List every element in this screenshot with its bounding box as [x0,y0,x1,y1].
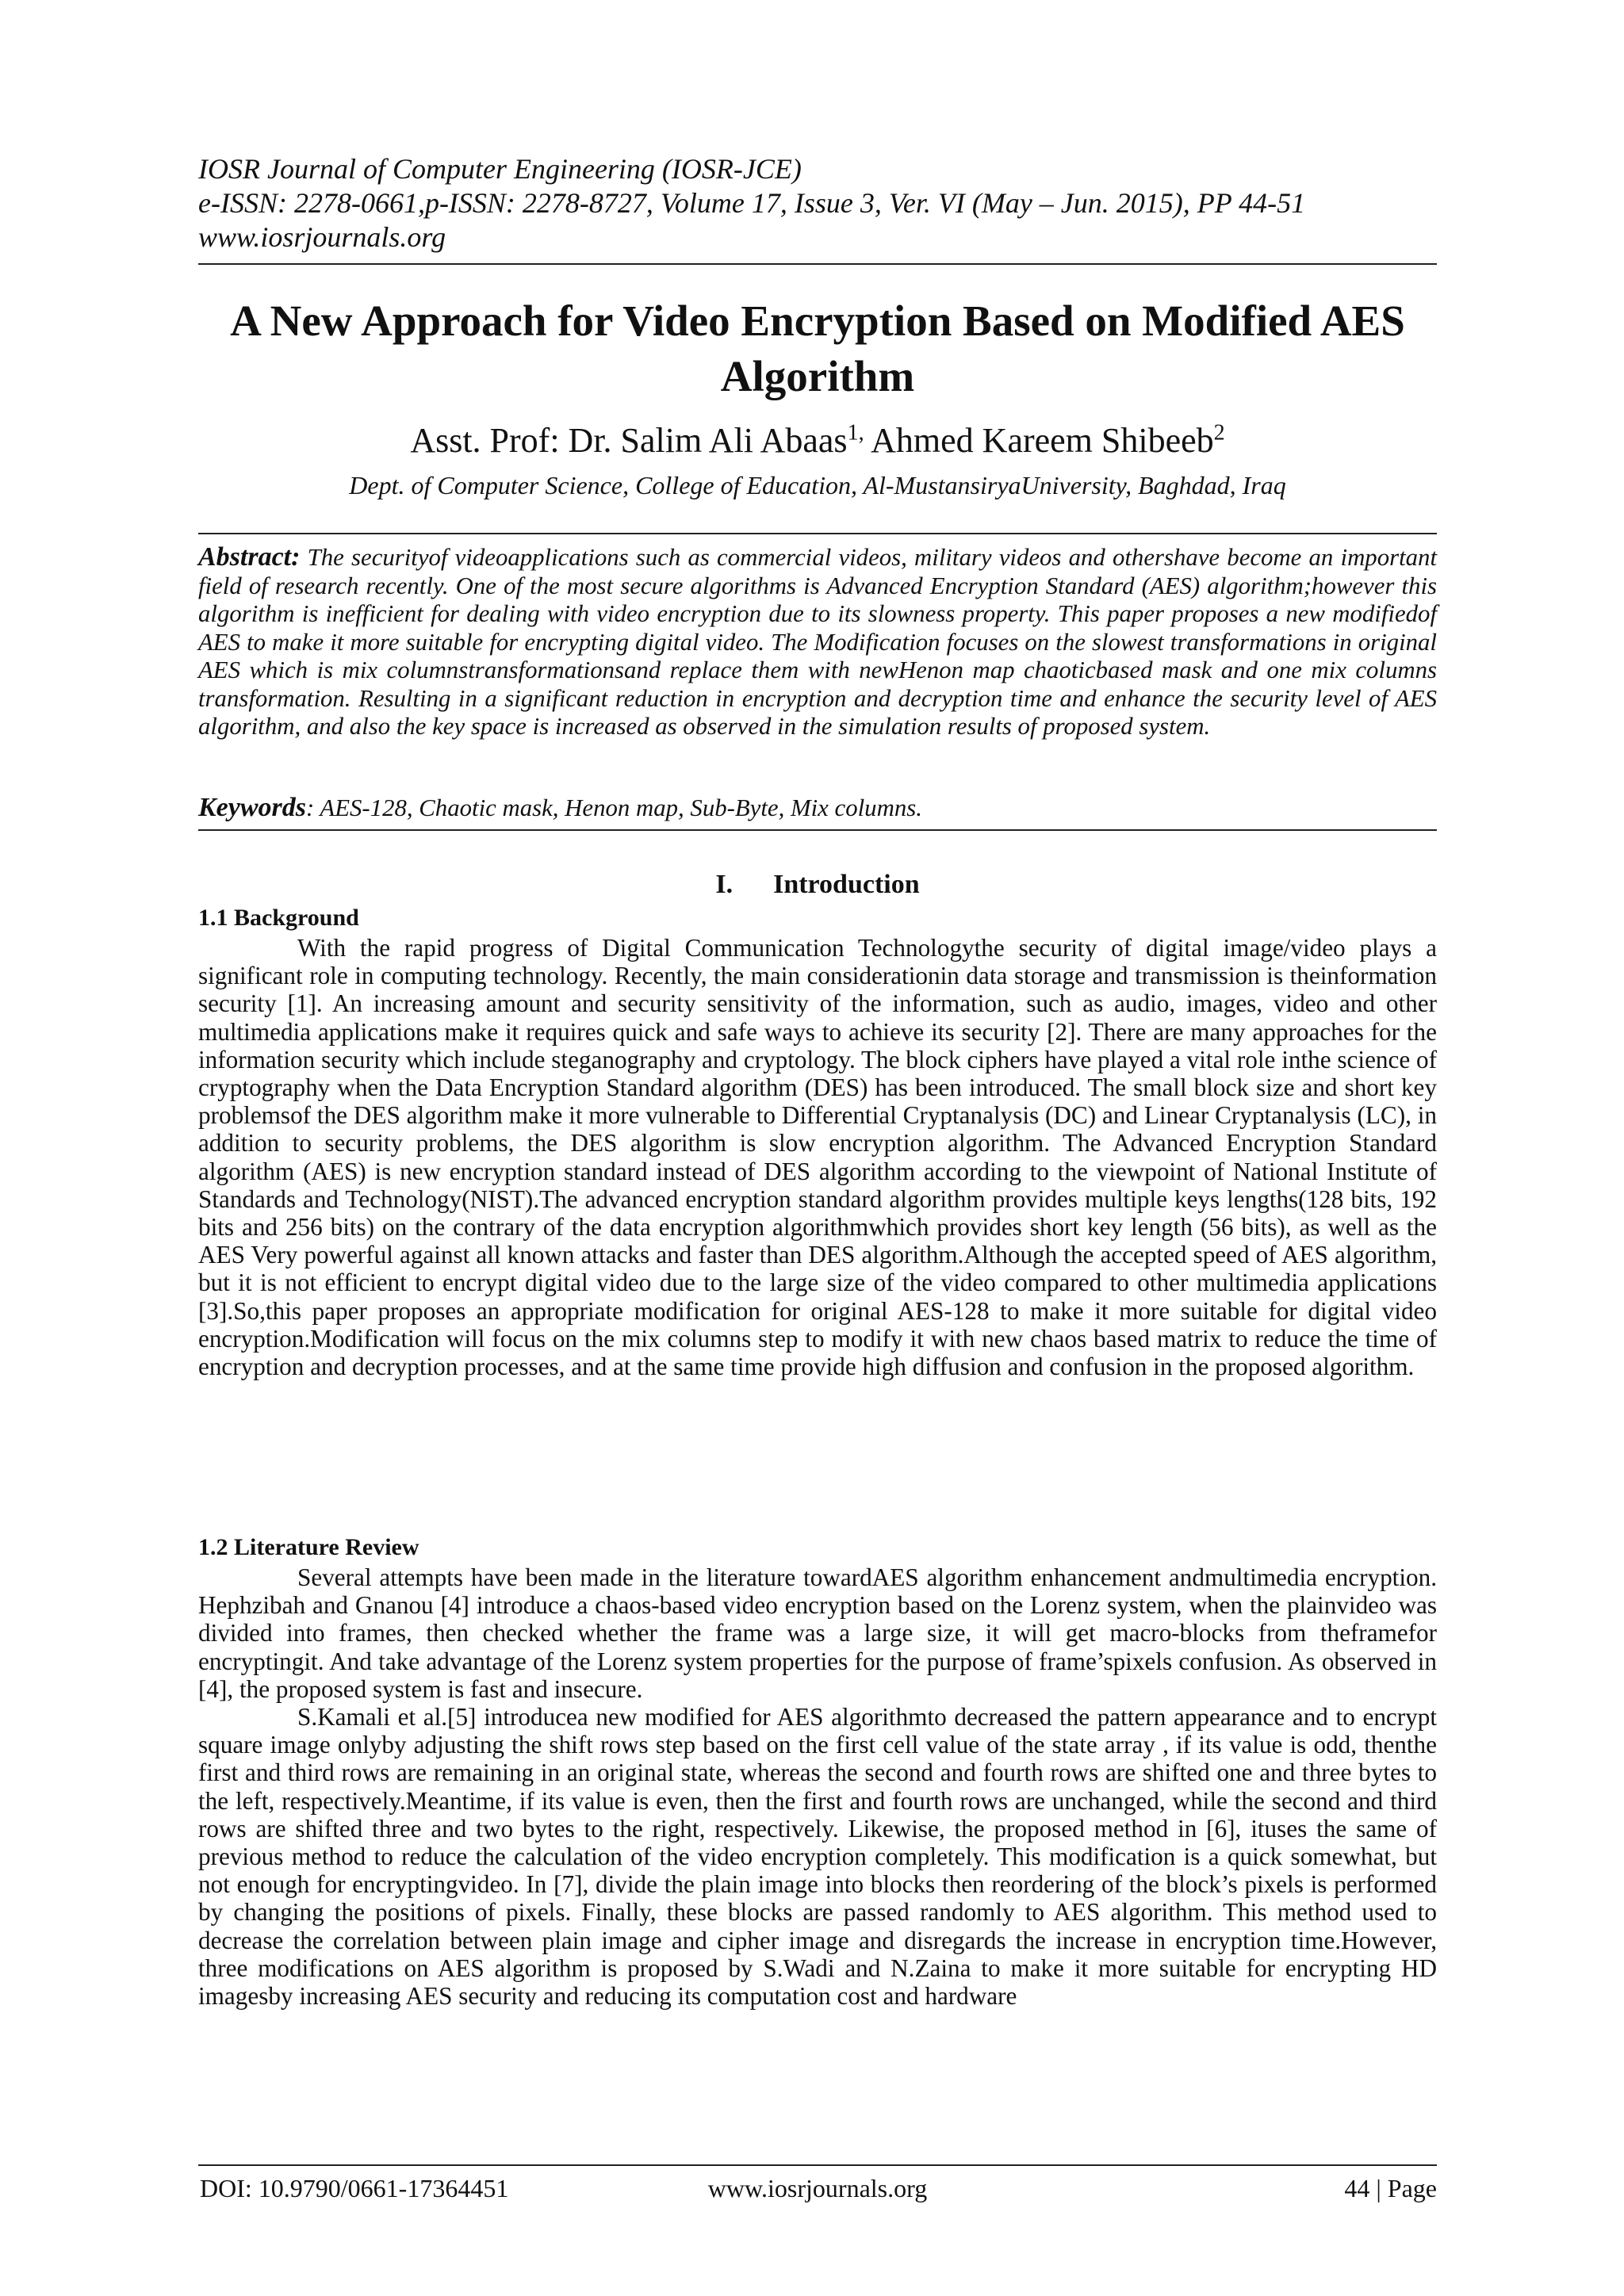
background-body [198,934,1437,1380]
paragraph: Several attempts have been made in the literature towardAES algorithm enhancement andmultimedia encryption. Hephzibah and Gnanou [4] introduce a chaos-based video encryption based on the Lorenz system, when the plainvideo was divided into frames, then checked whether the frame was a large size, it will get macro-blocks from theframefor encryptingit. And take advantage of the Lorenz system properties for the purpose of frame’spixels confusion. As observed in [4], the proposed system is fast and insecure. [198,1563,1437,1703]
footer-doi: DOI: 10.9790/0661-17364451 [200,2174,509,2202]
paragraph: With the rapid progress of Digital Communication Technologythe security of digital image/video plays a significant role in computing technology. Recently, the main considerationin data storage and transmission is theinformation security [1]. An increasing amount and security sensitivity of the information, such as audio, images, video and other multimedia applications make it requires quick and safe ways to achieve its security [2]. There are many approaches for the information security which include steganography and cryptology. The block ciphers have played a vital role inthe science of cryptography when the Data Encryption Standard algorithm (DES) has been introduced. The small block size and short key problemsof the DES algorithm make it more vulnerable to Differential Cryptanalysis (DC) and Linear Cryptanalysis (LC), in addition to security problems, the DES algorithm is slow encryption algorithm. The Advanced Encryption Standard algorithm (AES) is new encryption standard instead of DES algorithm according to the viewpoint of National Institute of Standards and Technology(NIST).The advanced encryption standard algorithm provides multiple keys lengths(128 bits, 192 bits and 256 bits) on the contrary of the data encryption algorithmwhich provides short key length (56 bits), as well as the AES Very powerful against all known attacks and faster than DES algorithm.Although the accepted speed of AES algorithm, but it is not efficient to encrypt digital video due to the large size of the video compared to other multimedia applications [3].So,this paper proposes an appropriate modification for original AES-128 to make it more suitable for digital video encryption.Modification will focus on the mix columns step to modify it with new chaos based matrix to reduce the time of encryption and decryption processes, and at the same time provide high diffusion and confusion in the proposed algorithm. [198,934,1437,1381]
author-2: Ahmed Kareem Shibeeb [871,421,1214,460]
keywords-text: : AES-128, Chaotic mask, Henon map, Sub-Byte, Mix columns. [306,794,922,821]
author-1: Asst. Prof: Dr. Salim Ali Abaas [410,421,848,460]
affiliation: Dept. of Computer Science, College of Education, Al-MustansiryaUniversity, Baghdad, Iraq [349,471,1286,499]
abstract-label: Abstract: [198,542,301,572]
author-line [198,419,1437,463]
page-footer [198,2172,1437,2204]
footer-website: www.iosrjournals.org [707,2174,928,2202]
subsection-heading-literature-review: 1.2 Literature Review [198,1534,419,1560]
paragraph: S.Kamali et al.[5] introducea new modified for AES algorithmto decreased the pattern appearance and to encrypt square image onlyby adjusting the shift rows step based on the first cell value of the state array , if its value is odd, thenthe first and third rows are remaining in an original state, whereas the second and fourth rows are shifted one and three bytes to the left, respectively.Meantime, if its value is even, then the first and fourth rows are unchanged, while the second and third rows are shifted three and two bytes to the right, respectively. Likewise, the proposed method in [6], ituses the same of previous method to reduce the calculation of the video encryption completely. This modification is a quick somewhat, but not enough for encryptingvideo. In [7], divide the plain image into blocks then reordering of the block’s pixels is performed by changing the positions of pixels. Finally, these blocks are passed randomly to AES algorithm. This method used to decrease the correlation between plain image and cipher image and disregards the increase in encryption time.However, three modifications on AES algorithm is proposed by S.Wadi and N.Zaina to make it more suitable for encrypting HD imagesby increasing AES security and reducing its computation cost and hardware [198,1703,1437,2011]
literature-review-body [198,1563,1437,2010]
subsection-heading-background: 1.1 Background [198,905,359,931]
paper-title: A New Approach for Video Encryption Based on Modified AES Algorithm [230,297,1405,400]
abstract-bottom-rule [198,829,1437,831]
journal-website: www.iosrjournals.org [198,221,446,253]
journal-issn: e-ISSN: 2278-0661,p-ISSN: 2278-8727, Volume 17, Issue 3, Ver. VI (May – Jun. 2015), PP 44-51 [198,187,1306,219]
abstract [198,543,1437,741]
footer-page-number: 44 | Page [1344,2174,1437,2202]
section-heading-introduction: I. Introduction [715,870,920,899]
author-1-sup: 1, [847,420,864,446]
keywords-label: Keywords [198,793,306,822]
journal-name: IOSR Journal of Computer Engineering (IOSR-JCE) [198,153,802,185]
journal-header [198,152,1435,254]
header-rule [198,263,1437,265]
abstract-top-rule [198,533,1437,534]
keywords [198,793,1437,823]
abstract-text: The securityof videoapplications such as commercial videos, military videos and othershave become an important field of research recently. One of the most secure algorithms is Advanced Encryption Standard (AES) algorithm;however this algorithm is inefficient for dealing with video encryption due to its slowness property. This paper proposes a new modifiedof AES to make it more suitable for encrypting digital video. The Modification focuses on the slowest transformations in original AES which is mix columnstransformationsand replace them with newHenon map chaoticbased mask and one mix columns transformation. Resulting in a significant reduction in encryption and decryption time and enhance the security level of AES algorithm, and also the key space is increased as observed in the simulation results of proposed system. [198,544,1437,740]
footer-rule [198,2164,1437,2166]
author-2-sup: 2 [1213,420,1225,446]
